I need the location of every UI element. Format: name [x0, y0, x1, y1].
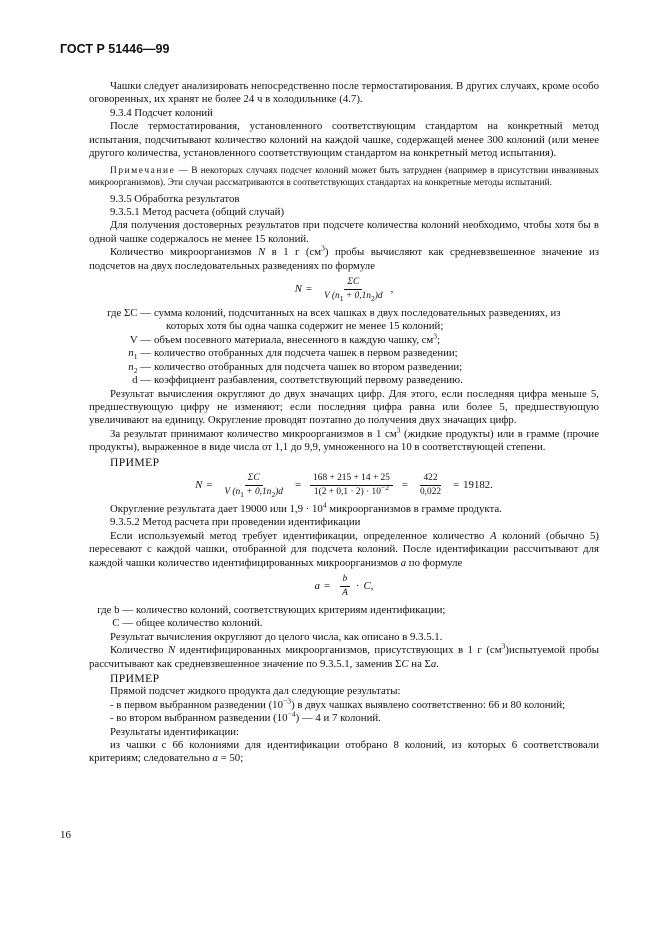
paragraph-direct-count: Прямой подсчет жидкого продукта дал следующие результаты: — [110, 685, 401, 698]
paragraph-rounding: Результат вычисления округляют до двух значащих цифр. Для этого, если последняя цифра меньше 5, предшествующую цифру не изменяют; если последняя цифра равна или более 5, предшествующую увеличивают на единицу. Округление проводят поэтапно до получения двух значащих цифр. — [89, 387, 599, 427]
fraction: $\frac{\Sigma C}{V (n_1 + 0,1n_2)d}$ — [324, 277, 383, 303]
fraction: $\frac{168 + 215 + 14 + 25}{1(2 + 0,1 \cdot 2) \cdot 10^{-2}}$ — [310, 473, 393, 498]
paragraph-round-integer: Результат вычисления округляют до целого числа, как описано в 9.3.5.1. — [110, 630, 443, 643]
definition-row: V — объем посевного материала, внесенного в каждую чашку, $см^3$; — [129, 331, 441, 346]
definition-row: $n_2$ — количество отобранных для подсчета чашек во втором разведении; — [128, 360, 463, 375]
definition-row: где ΣC — сумма колоний, подсчитанных на всех чашках в двух последовательных разведениях, из которых хотя бы одна чашка содержит не менее 15 колоний; — [107, 307, 561, 333]
fraction: $\frac{422}{0,022}$ — [419, 472, 442, 497]
definitions-list-2 — [89, 604, 599, 631]
paragraph-identification: Если используемый метод требует идентификации, определенное количество A колоний (обычно 5) пересевают с каждой чашки, отобранной для подсчета колоний. После идентификации рассчитывают для каждой чашки количество идентифицированных микроорганизмов a по формуле — [89, 529, 600, 569]
definition-row: $n_1$ — количество отобранных для подсчета чашек в первом разведении; — [128, 347, 458, 362]
paragraph-identification-results: Результаты идентификации: — [110, 725, 240, 738]
definition-row: C — общее количество колоний. — [112, 617, 263, 630]
section-heading-9-3-5: 9.3.5 Обработка результатов — [110, 192, 240, 205]
example-heading-2: ПРИМЕР — [110, 672, 160, 685]
section-heading-9-3-5-2: 9.3.5.2 Метод расчета при проведении идентификации — [110, 516, 361, 529]
note — [89, 166, 599, 189]
paragraph-colony-count: После термостатирования, установленного соответствующим стандартом на конкретный метод испытания, подсчитывают количество колоний на каждой чашке, содержащей менее 300 колоний (или менее другого количества, установленного соответствующим стандартом на конкретный метод испытания). — [89, 120, 599, 160]
paragraph-identified-count: Количество N идентифицированных микроорганизмов, присутствующих в 1 г $(см^3)испытуемой$ пробы рассчитывают как средневзвешенное значение по 9.3.5.1, заменив ΣC на Σa. — [89, 641, 599, 670]
definition-row: где b — количество колоний, соответствующих критериям идентификации; — [97, 603, 446, 616]
paragraph-first-dish-result: из чашки с 66 колониями для идентификации отобрано 8 колоний, из которых 6 соответствовали критериям; следовательно a = 50; — [89, 739, 599, 765]
note-text: — В некоторых случаях подсчет колоний может быть затруднен (например в присутствии инвазивных микроорганизмов). Эти случаи рассматриваются в соответствующих стандартах на конкретные методы испытаний. — [89, 166, 599, 189]
section-heading-9-3-5-1: 9.3.5.1 Метод расчета (общий случай) — [110, 206, 285, 219]
page-body — [89, 80, 599, 766]
definitions-list-1 — [89, 307, 599, 387]
paragraph-result-form: За результат принимают количество микроорганизмов в 1 $см^3$ (жидкие продукты) или в грамме (прочие продукты), выраженное в виде числа от 1,1 до 9,9, умноженного на 10 в соответствующей степени. — [89, 425, 599, 454]
fraction: $\frac{b}{A}$ — [339, 574, 351, 599]
formula-identified: a = $\frac{b}{A}$ · C, — [314, 573, 374, 598]
section-heading-9-3-4: 9.3.4 Подсчет колоний — [110, 106, 213, 119]
paragraph-reliable-results: Для получения достоверных результатов при подсчете количества колоний необходимо, чтобы хотя бы в одной чашке содержалось не менее 15 колоний. — [89, 219, 599, 245]
paragraph-rounding-example: Округление результата дает 19000 или $1,9 \cdot 10^4$ микроорганизмов в грамме продукта. — [110, 500, 502, 515]
list-item-first-dilution: - в первом выбранном разведении $(10^{-3})$ в двух чашках выявлено соответственно: 66 и 80 колоний; — [110, 696, 566, 711]
document-code-header: ГОСТ Р 51446—99 — [60, 42, 170, 56]
paragraph-storage: Чашки следует анализировать непосредственно после термостатирования. В других случаях, кроме особо оговоренных, их хранят не более 24 ч в холодильнике (4.7). — [89, 80, 599, 106]
fraction: $\frac{\Sigma C}{V (n_1 + 0,1n_2)d}$ — [224, 472, 283, 499]
formula-weighted-mean: N = $\frac{\Sigma C}{V (n_1 + 0,1n_2)d}$ , — [294, 277, 394, 303]
definition-row: d — коэффициент разбавления, соответствующий первому разведению. — [132, 374, 463, 387]
example-heading-1: ПРИМЕР — [110, 455, 160, 469]
formula-example: N = $\frac{\Sigma C}{V (n_1 + 0,1n_2)d}$ = $\frac{168 + 215 + 14 + 25}{1(2 + 0,1 \cdot 2) \cdot 10^{-2}}$ = $\frac{422}{0,022}$ = 19182. — [195, 472, 493, 499]
list-item-second-dilution: - во втором выбранном разведении $(10^{-4})$ — 4 и 7 колоний. — [110, 709, 381, 725]
paragraph-weighted-mean: Количество микроорганизмов N в 1 г $(см^3)$ пробы вычисляют как средневзвешенное значение из подсчетов на двух последовательных разведениях по формуле — [89, 243, 599, 272]
note-label: Примечание — [110, 166, 176, 177]
page-number: 16 — [60, 829, 71, 841]
